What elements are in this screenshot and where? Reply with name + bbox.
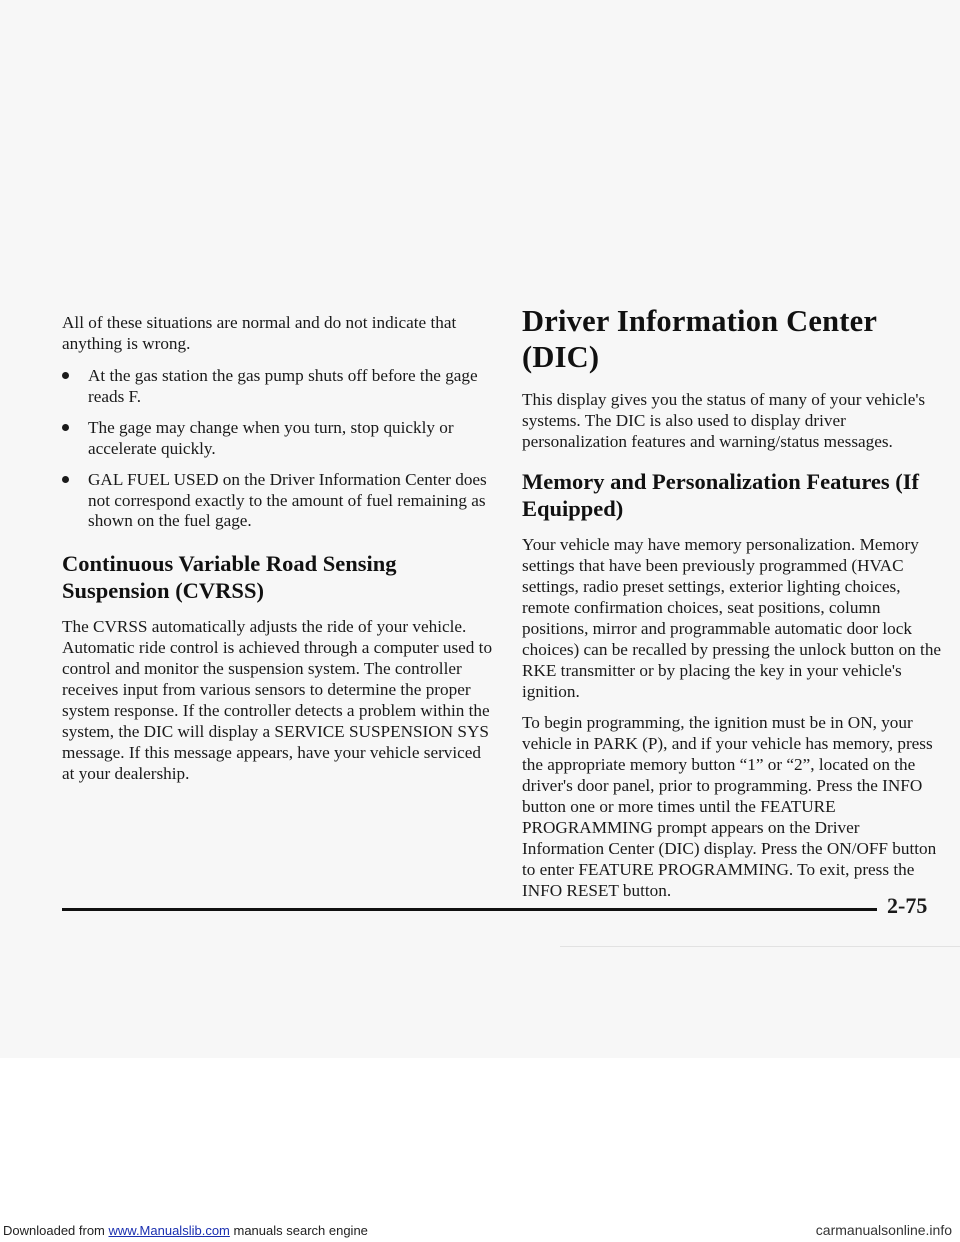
manualslib-link[interactable]: www.Manualslib.com — [108, 1223, 230, 1238]
page-number: 2-75 — [887, 893, 928, 918]
watermark: carmanualsonline.info — [815, 1222, 952, 1238]
footer-text — [3, 1223, 368, 1238]
footer-suffix: manuals search engine — [229, 1223, 368, 1238]
scan-line — [560, 946, 960, 947]
list-item — [62, 470, 494, 532]
bullet-text: At the gas station the gas pump shuts off before the gage reads F. — [88, 366, 478, 406]
bullet-text: GAL FUEL USED on the Driver Information Center does not correspond exactly to the amount of fuel remaining as shown on the fuel gage. — [88, 470, 487, 530]
bullet-text: The gage may change when you turn, stop quickly or accelerate quickly. — [88, 418, 454, 458]
footer-prefix: Downloaded from — [3, 1223, 109, 1238]
cvrss-body: The CVRSS automatically adjusts the ride of your vehicle. Automatic ride control is achieved through a computer used to control and monitor the suspension system. The controller receives input from various sensors to determine the proper system response. If the controller detects a problem within the system, the DIC will display a SERVICE SUSPENSION SYS message. If this message appears, have your vehicle serviced at your dealership. — [62, 616, 493, 783]
bullet-list — [62, 366, 494, 532]
memory-heading: Memory and Personalization Features (If Equipped) — [522, 469, 920, 521]
memory-body-2: To begin programming, the ignition must be in ON, your vehicle in PARK (P), and if your vehicle has memory, press the appropriate memory button “1” or “2”, located on the driver's door panel, prior to programming. Press the INFO button one or more times until the FEATURE PROGRAMMING prompt appears on the Driver Information Center (DIC) display. Press the ON/OFF button to enter FEATURE PROGRAMMING. To exit, press the INFO RESET button. — [522, 713, 937, 900]
bullet-icon — [62, 372, 69, 379]
list-item — [62, 366, 494, 407]
memory-body-1: Your vehicle may have memory personalization. Memory settings that have been previously programmed (HVAC settings, radio preset settings, exterior lighting choices, remote confirmation choices, seat positions, column positions, mirror and programmable automatic door lock choices) can be recalled by pressing the unlock button on the RKE transmitter or by placing the key in your vehicle's ignition. — [522, 535, 942, 701]
intro-text: All of these situations are normal and do not indicate that anything is wrong. — [62, 313, 457, 353]
cvrss-heading: Continuous Variable Road Sensing Suspension (CVRSS) — [62, 550, 397, 603]
bullet-icon — [62, 476, 69, 483]
download-footer — [0, 1222, 960, 1242]
footer-rule — [62, 908, 877, 911]
bullet-icon — [62, 424, 69, 431]
dic-body: This display gives you the status of many of your vehicle's systems. The DIC is also used to display driver personalization features and warning/status messages. — [522, 390, 926, 451]
dic-heading: Driver Information Center (DIC) — [522, 304, 877, 374]
right-column — [522, 303, 942, 901]
left-column — [62, 312, 494, 784]
list-item — [62, 418, 494, 459]
